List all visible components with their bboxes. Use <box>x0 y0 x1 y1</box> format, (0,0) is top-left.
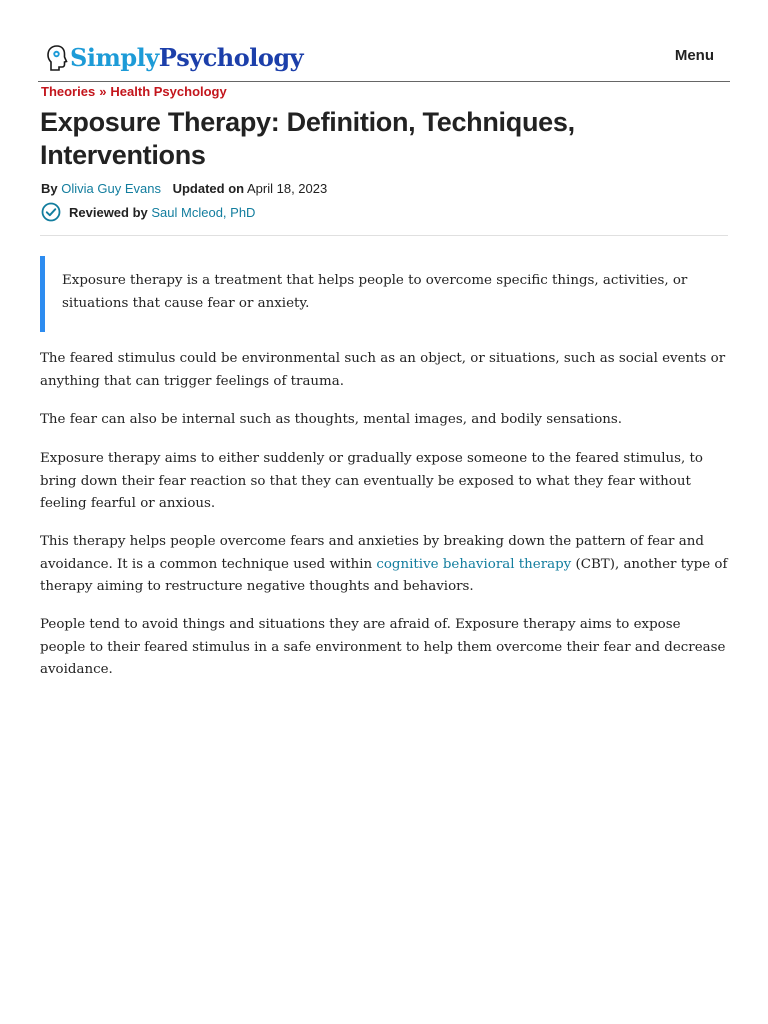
updated-label: Updated on <box>172 181 245 196</box>
breadcrumb <box>41 84 227 99</box>
summary-callout <box>40 256 700 332</box>
callout-text: Exposure therapy is a treatment that helps people to overcome specific things, activities, or situations that cause fear or anxiety. <box>62 273 688 311</box>
logo-text-simply: Simply <box>70 43 159 72</box>
breadcrumb-theories[interactable]: Theories <box>41 84 96 99</box>
logo-text-psychology: Psychology <box>158 43 304 72</box>
reviewed-label: Reviewed by <box>69 204 148 220</box>
head-profile-icon <box>46 44 68 72</box>
breadcrumb-separator: » <box>99 84 107 99</box>
reviewer-link[interactable]: Saul Mcleod, PhD <box>151 204 256 220</box>
by-label: By <box>41 181 58 196</box>
cbt-link[interactable]: cognitive behavioral therapy <box>376 556 572 572</box>
breadcrumb-health-psychology[interactable]: Health Psychology <box>110 84 227 99</box>
site-header <box>38 40 730 82</box>
site-logo[interactable] <box>46 43 303 72</box>
author-link[interactable]: Olivia Guy Evans <box>61 181 161 196</box>
paragraph-2: The fear can also be internal such as thoughts, mental images, and bodily sensations. <box>40 412 623 427</box>
byline <box>41 181 327 196</box>
paragraph-1: The feared stimulus could be environmental such as an object, or situations, such as social events or anything that can trigger feelings of trauma. <box>40 351 726 389</box>
menu-button[interactable]: Menu <box>674 47 714 64</box>
verified-check-icon <box>41 202 61 222</box>
page-title: Exposure Therapy: Definition, Techniques, Interventions <box>40 107 575 170</box>
divider <box>40 235 728 236</box>
paragraph-4: This therapy helps people overcome fears and anxieties by breaking down the pattern of fear and avoidance. It is a common technique used within cognitive behavioral therapy (CBT), another type of therapy aiming to restructure negative thoughts and behaviors. <box>40 534 728 594</box>
paragraph-5: People tend to avoid things and situations they are afraid of. Exposure therapy aims to expose people to their feared stimulus in a safe environment to help them overcome their fear and decrease avoidance. <box>40 617 726 677</box>
reviewed-by <box>41 202 255 222</box>
updated-date: April 18, 2023 <box>246 181 328 196</box>
paragraph-3: Exposure therapy aims to either suddenly or gradually expose someone to the feared stimulus, to bring down their fear reaction so that they can eventually be exposed to what they fear without feeling fearful or anxious. <box>40 451 703 511</box>
